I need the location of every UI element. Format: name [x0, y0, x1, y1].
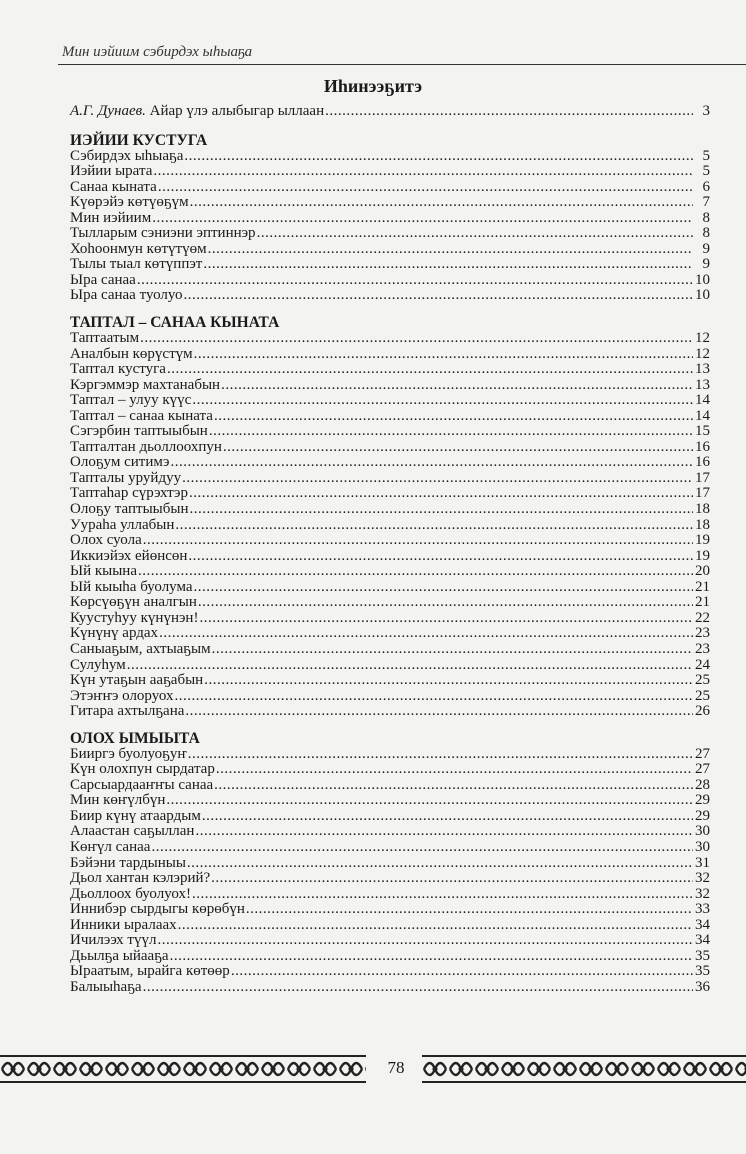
- toc-entry-page: 32: [695, 885, 710, 902]
- toc-entry-title: Ый кыыһа буолума: [70, 578, 193, 595]
- leader-dots: [208, 242, 693, 258]
- leader-dots: [140, 331, 693, 347]
- toc-entry-title: Сулуһум: [70, 656, 126, 673]
- toc-entry: [70, 362, 710, 378]
- leader-dots: [187, 856, 693, 872]
- toc-entry-title: Дьоллоох буолуох!: [70, 885, 191, 902]
- leader-dots: [137, 273, 693, 289]
- toc-entry: [70, 980, 710, 996]
- leader-dots: [199, 611, 693, 627]
- toc-entry-page: 12: [695, 330, 710, 347]
- toc-entry: [70, 409, 710, 425]
- toc-entry-title: Иэйии ырата: [70, 163, 153, 180]
- leader-dots: [157, 933, 693, 949]
- leader-dots: [175, 518, 693, 534]
- toc-entry-page: 14: [695, 407, 710, 424]
- toc-entry-page: 24: [695, 656, 710, 673]
- leader-dots: [127, 658, 693, 674]
- toc-entry: [70, 211, 710, 227]
- toc-entry-page: 19: [695, 547, 710, 564]
- toc-entry-title: Ыра санаа: [70, 271, 136, 288]
- toc-entry-title: Ыраатым, ырайга көтөөр: [70, 963, 230, 980]
- leader-dots: [188, 747, 693, 763]
- toc-entry-page: 9: [702, 256, 710, 273]
- toc-entry-page: 10: [695, 271, 710, 288]
- toc-entry-title: Көҥүл санаа: [70, 838, 151, 855]
- leader-dots: [257, 226, 693, 242]
- page-number: 78: [387, 1058, 405, 1077]
- leader-dots: [143, 533, 693, 549]
- toc-entry: [70, 549, 710, 565]
- toc-entry-page: 23: [695, 640, 710, 657]
- toc-entry: [70, 195, 710, 211]
- leader-dots: [204, 673, 693, 689]
- toc-entry-title: Дьылҕа ыйааҕа: [70, 947, 169, 964]
- toc-entry: [70, 747, 710, 763]
- leader-dots: [166, 793, 693, 809]
- leader-dots: [178, 918, 693, 934]
- toc-entry: [70, 933, 710, 949]
- toc-entry-page: 15: [695, 423, 710, 440]
- toc-entry-page: 17: [695, 469, 710, 486]
- toc-entry: [70, 180, 710, 196]
- leader-dots: [189, 502, 693, 518]
- toc-entry-title: [70, 104, 324, 120]
- toc-entry: [70, 887, 710, 903]
- toc-entry: [70, 704, 710, 720]
- toc-entry-title: Күн утаҕын ааҕабын: [70, 672, 204, 689]
- leader-dots: [167, 362, 693, 378]
- toc-entry: [70, 778, 710, 794]
- toc-entry: [70, 626, 710, 642]
- toc-entry-page: 18: [695, 516, 710, 533]
- leader-dots: [231, 964, 693, 980]
- toc-entry: [70, 949, 710, 965]
- toc-entry-title: Аналбын көрүстүм: [70, 345, 193, 362]
- toc-entry-page: 25: [695, 672, 710, 689]
- toc-entry-title: Көрсүөҕүн аналгын: [70, 594, 197, 611]
- toc-entry: [70, 611, 710, 627]
- leader-dots: [158, 180, 693, 196]
- toc-entry-title: Дьол хантан кэлэрий?: [70, 870, 211, 887]
- toc-entry-title: Тылы тыал көтүппэт: [70, 256, 203, 273]
- leader-dots: [214, 409, 693, 425]
- toc-entry: [70, 964, 710, 980]
- leader-dots: [198, 595, 693, 611]
- toc-entry: [70, 471, 710, 487]
- leader-dots: [325, 104, 693, 120]
- intro-author: А.Г. Дунаев.: [70, 103, 146, 119]
- toc-entry: [70, 502, 710, 518]
- ornament-band-left-icon: [0, 1053, 366, 1085]
- toc-entry-title: Күөрэйэ көтүөҕүм: [70, 194, 189, 211]
- toc-entry-page: 8: [702, 225, 710, 242]
- leader-dots: [211, 871, 693, 887]
- toc-entry-title: Хоһоонмун көтүтүөм: [70, 240, 207, 257]
- toc-entry-page: 10: [695, 287, 710, 304]
- leader-dots: [138, 564, 693, 580]
- toc-entry-title: Сэгэрбин таптыыбын: [70, 423, 208, 440]
- toc-entry: [70, 840, 710, 856]
- leader-dots: [223, 440, 693, 456]
- toc-entry-title: Балыыһаҕа: [70, 978, 142, 995]
- toc-entry-title: Ыра санаа туолуо: [70, 287, 183, 304]
- leader-dots: [143, 980, 693, 996]
- leader-dots: [195, 824, 693, 840]
- toc-entry: [70, 564, 710, 580]
- toc-entry: [70, 856, 710, 872]
- leader-dots: [246, 902, 693, 918]
- toc-entry: [70, 440, 710, 456]
- toc-entry-page: 34: [695, 932, 710, 949]
- toc-entry: [70, 595, 710, 611]
- toc-entry-title: Мин көҥүлбүн: [70, 792, 166, 809]
- toc-entry-title: Алаастан саҕыллан: [70, 823, 195, 840]
- toc-entry-page: 21: [695, 594, 710, 611]
- section-heading: ИЭЙИИ КУСТУГА: [70, 131, 208, 149]
- toc-entry-title: Олоҕум ситимэ: [70, 454, 170, 471]
- toc-entry: [70, 793, 710, 809]
- toc-entry-page: 9: [702, 240, 710, 257]
- leader-dots: [192, 393, 693, 409]
- toc-entry: [70, 288, 710, 304]
- toc-entry-page: 34: [695, 916, 710, 933]
- toc-entry-title: Таптаһар сүрэхтэр: [70, 485, 188, 502]
- toc-entry-title: Бииргэ буолуоҕуҥ: [70, 745, 187, 762]
- toc-entry: [70, 762, 710, 778]
- toc-entry-title: Гитара ахтылҕана: [70, 703, 185, 720]
- toc-entry-title: Санаа кыната: [70, 178, 157, 195]
- toc-entry-title: Тапталтан дьоллоохпун: [70, 438, 222, 455]
- toc-entry-page: 29: [695, 807, 710, 824]
- leader-dots: [190, 195, 693, 211]
- toc-entry-title: Иннибэр сырдыгы көрөбүн: [70, 901, 245, 918]
- toc-entry-page: 6: [702, 178, 710, 195]
- toc-entry-title: Олох суола: [70, 532, 142, 549]
- toc-entry: [70, 518, 710, 534]
- toc-entry: [70, 642, 710, 658]
- toc-entry-page: 16: [695, 454, 710, 471]
- toc-entry-title: Тылларым сэниэни эптиннэр: [70, 225, 256, 242]
- toc-entry-title: Биир күнү атаардым: [70, 807, 201, 824]
- toc-entry-page: 13: [695, 361, 710, 378]
- toc-entry-page: 16: [695, 438, 710, 455]
- toc-entry: [70, 902, 710, 918]
- toc-entry-title: Тапталы уруйдуу: [70, 469, 182, 486]
- leader-dots: [203, 257, 693, 273]
- toc-entry-title: Этэҥҥэ олоруох: [70, 687, 174, 704]
- toc-entry-page: 35: [695, 947, 710, 964]
- toc-entry-title: Олоҕу таптыыбын: [70, 501, 189, 518]
- toc-entry: [70, 809, 710, 825]
- toc-entry-title: Уураһа уллабын: [70, 516, 175, 533]
- toc-entry: [70, 673, 710, 689]
- toc-entry-title: Таптал – санаа кыната: [70, 407, 213, 424]
- leader-dots: [170, 949, 693, 965]
- toc-entry-page: 27: [695, 761, 710, 778]
- leader-dots: [202, 809, 693, 825]
- leader-dots: [216, 762, 693, 778]
- toc-entry-page: 22: [695, 609, 710, 626]
- leader-dots: [159, 626, 693, 642]
- toc-entry-title: Сэбирдэх ыһыаҕа: [70, 147, 184, 164]
- ornament-band-right-icon: [422, 1053, 746, 1085]
- toc-entry: [70, 455, 710, 471]
- leader-dots: [194, 580, 693, 596]
- toc-entry: [70, 918, 710, 934]
- toc-entry-page: 29: [695, 792, 710, 809]
- leader-dots: [192, 887, 693, 903]
- section-heading: ОЛОХ ЫМЫЫТА: [70, 729, 200, 747]
- section-heading: ТАПТАЛ – САНАА КЫНАТА: [70, 314, 280, 332]
- toc-entry-title: Сарсыардааҥҥы санаа: [70, 776, 214, 793]
- toc-entry-title: Куустуһуу күнүнэн!: [70, 609, 199, 626]
- toc-entry-page: 19: [695, 532, 710, 549]
- leader-dots: [152, 211, 693, 227]
- toc-entry-page: 36: [695, 978, 710, 995]
- toc-entry-page: 20: [695, 563, 710, 580]
- leader-dots: [214, 778, 693, 794]
- toc-entry-page: 3: [702, 103, 710, 119]
- leader-dots: [221, 378, 693, 394]
- toc-entry-page: 27: [695, 745, 710, 762]
- toc-entry-page: 23: [695, 625, 710, 642]
- toc-entry-title: Ый кыына: [70, 563, 137, 580]
- toc-entry-page: 25: [695, 687, 710, 704]
- leader-dots: [183, 288, 693, 304]
- toc-entry-title: Мин иэйиим: [70, 209, 152, 226]
- toc-title: Иһинээҕитэ: [323, 76, 423, 96]
- toc-entry: [70, 580, 710, 596]
- toc-entry-title: Бэйэни тардыныы: [70, 854, 186, 871]
- leader-dots: [182, 471, 693, 487]
- toc-entry-page: 12: [695, 345, 710, 362]
- header-rule: [58, 64, 746, 65]
- toc-entry-page: 31: [695, 854, 710, 871]
- leader-dots: [151, 840, 693, 856]
- toc-entry-title: Күн олохпун сырдатар: [70, 761, 215, 778]
- toc-entry-page: 26: [695, 703, 710, 720]
- toc-entry-page: 33: [695, 901, 710, 918]
- toc-entry-page: 30: [695, 823, 710, 840]
- toc-entry-title: Саныаҕым, ахтыаҕым: [70, 640, 211, 657]
- toc-entry-page: 7: [702, 194, 710, 211]
- toc-entry-title: Таптал – улуу күүс: [70, 392, 192, 409]
- toc-entry-title: Таптаатым: [70, 330, 140, 347]
- toc-entry-title: Күнүнү ардах: [70, 625, 159, 642]
- leader-dots: [185, 704, 693, 720]
- toc-entry-page: 5: [702, 163, 710, 180]
- toc-entry-intro: [70, 104, 710, 120]
- leader-dots: [184, 149, 693, 165]
- toc-entry-page: 30: [695, 838, 710, 855]
- intro-title: Айар үлэ алыбыгар ыллаан: [145, 103, 325, 119]
- leader-dots: [209, 424, 693, 440]
- toc-entry-title: Инники ыралаах: [70, 916, 177, 933]
- toc-entry-page: 13: [695, 376, 710, 393]
- leader-dots: [188, 549, 693, 565]
- toc-entry: [70, 273, 710, 289]
- toc-entry-title: Иккиэйэх ейөнсөн: [70, 547, 188, 564]
- leader-dots: [175, 689, 694, 705]
- toc-entry: [70, 378, 710, 394]
- toc-entry: [70, 347, 710, 363]
- toc-entry: [70, 871, 710, 887]
- toc-entry: [70, 242, 710, 258]
- toc-entry: [70, 257, 710, 273]
- footer-ornament: [0, 1050, 746, 1090]
- toc-entry: [70, 226, 710, 242]
- toc-entry-title: Кэргэммэр махтанабын: [70, 376, 221, 393]
- leader-dots: [189, 486, 693, 502]
- toc-entry: [70, 393, 710, 409]
- toc-entry: [70, 658, 710, 674]
- toc-entry: [70, 331, 710, 347]
- toc-entry-page: 14: [695, 392, 710, 409]
- toc-entry: [70, 486, 710, 502]
- toc-entry-page: 32: [695, 870, 710, 887]
- toc-entry-page: 18: [695, 501, 710, 518]
- toc-entry: [70, 149, 710, 165]
- toc-entry-page: 5: [702, 147, 710, 164]
- running-head: Мин иэйиим сэбирдэх ыһыаҕа: [62, 44, 253, 60]
- toc-entry-page: 28: [695, 776, 710, 793]
- leader-dots: [212, 642, 693, 658]
- leader-dots: [170, 455, 693, 471]
- leader-dots: [153, 164, 693, 180]
- toc-entry-page: 35: [695, 963, 710, 980]
- toc-entry-page: 17: [695, 485, 710, 502]
- toc-entry-title: Ичилээх түүл: [70, 932, 157, 949]
- table-of-contents: [70, 104, 710, 995]
- toc-entry-page: 21: [695, 578, 710, 595]
- toc-entry-page: 8: [702, 209, 710, 226]
- toc-entry: [70, 424, 710, 440]
- toc-entry: [70, 164, 710, 180]
- leader-dots: [194, 347, 693, 363]
- toc-entry: [70, 824, 710, 840]
- toc-entry-title: Таптал кустуга: [70, 361, 166, 378]
- toc-entry: [70, 533, 710, 549]
- toc-entry: [70, 689, 710, 705]
